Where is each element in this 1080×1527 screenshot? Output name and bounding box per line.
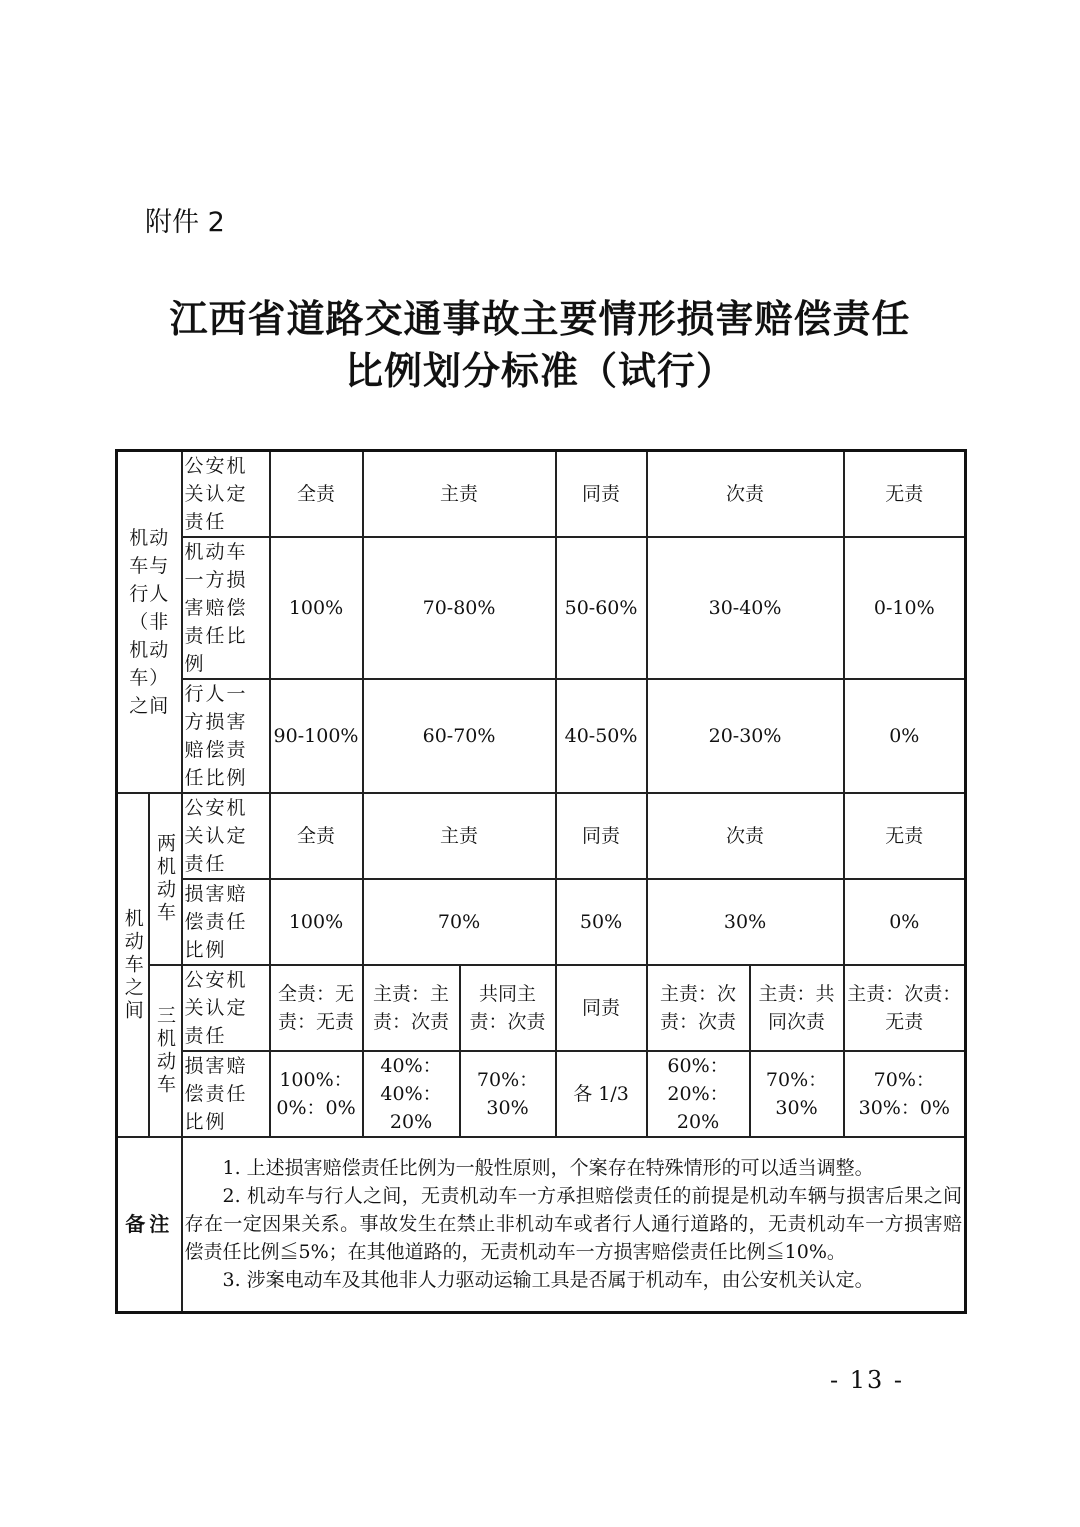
cell-value: 共同主责：次责 bbox=[460, 965, 556, 1051]
cell-value: 70%：30%：0% bbox=[844, 1051, 966, 1137]
cell-value: 90-100% bbox=[270, 679, 363, 793]
row-label-responsibility: 公安机关认定责任 bbox=[182, 965, 270, 1051]
cell-value: 0% bbox=[844, 879, 966, 965]
note-item: 2. 机动车与行人之间，无责机动车一方承担赔偿责任的前提是机动车辆与损害后果之间存在一定因果关系。事故发生在禁止非机动车或者行人通行道路的，无责机动车一方损害赔偿责任比例≦5%；在其他道路的，无责机动车一方损害赔偿责任比例≦10%。 bbox=[184, 1185, 963, 1264]
table-row bbox=[117, 679, 966, 793]
row-label-pedestrian-ratio: 行人一方损害赔偿责任比例 bbox=[182, 679, 270, 793]
cell-value: 70-80% bbox=[363, 537, 556, 679]
cell-value: 各 1/3 bbox=[556, 1051, 647, 1137]
section1-label: 机动车与行人（非机动车）之间 bbox=[117, 451, 182, 794]
attachment-label: 附件 2 bbox=[145, 207, 225, 238]
row-label-responsibility: 公安机关认定责任 bbox=[182, 451, 270, 538]
document-title-line-2: 比例划分标准（试行） bbox=[344, 348, 735, 393]
cell-value: 30-40% bbox=[647, 537, 844, 679]
cell-value: 20-30% bbox=[647, 679, 844, 793]
cell-value: 100%：0%：0% bbox=[270, 1051, 363, 1137]
cell-value: 100% bbox=[270, 537, 363, 679]
cell-secondary-responsibility: 次责 bbox=[647, 793, 844, 879]
cell-full-responsibility: 全责 bbox=[270, 793, 363, 879]
cell-value: 60-70% bbox=[363, 679, 556, 793]
cell-no-responsibility: 无责 bbox=[844, 451, 966, 538]
cell-value: 50-60% bbox=[556, 537, 647, 679]
two-vehicles-label: 两机动车 bbox=[149, 793, 182, 965]
table-row bbox=[117, 793, 966, 879]
cell-value: 70%：30% bbox=[460, 1051, 556, 1137]
row-label-vehicle-ratio: 机动车一方损害赔偿责任比例 bbox=[182, 537, 270, 679]
cell-value: 70%：30% bbox=[750, 1051, 844, 1137]
cell-value: 50% bbox=[556, 879, 647, 965]
cell-value: 100% bbox=[270, 879, 363, 965]
note-item: 3. 涉案电动车及其他非人力驱动运输工具是否属于机动车，由公安机关认定。 bbox=[222, 1269, 874, 1292]
cell-equal-responsibility: 同责 bbox=[556, 793, 647, 879]
cell-value: 0-10% bbox=[844, 537, 966, 679]
notes-row bbox=[117, 1137, 966, 1312]
cell-main-responsibility: 主责 bbox=[363, 451, 556, 538]
cell-value: 60%：20%：20% bbox=[647, 1051, 750, 1137]
cell-value: 70% bbox=[363, 879, 556, 965]
cell-value: 主责：共同次责 bbox=[750, 965, 844, 1051]
notes-label: 备注 bbox=[117, 1137, 182, 1312]
cell-value: 40%：40%：20% bbox=[363, 1051, 460, 1137]
responsibility-ratio-table bbox=[115, 449, 967, 1314]
cell-secondary-responsibility: 次责 bbox=[647, 451, 844, 538]
page-number: - 13 - bbox=[830, 1366, 905, 1394]
table-row bbox=[117, 1051, 966, 1137]
cell-value: 30% bbox=[647, 879, 844, 965]
document-title-line-1: 江西省道路交通事故主要情形损害赔偿责任 bbox=[169, 296, 911, 341]
section2-label: 机动车之间 bbox=[117, 793, 149, 1137]
notes-body bbox=[182, 1137, 966, 1312]
cell-value: 40-50% bbox=[556, 679, 647, 793]
cell-value: 0% bbox=[844, 679, 966, 793]
table-row bbox=[117, 879, 966, 965]
cell-equal-responsibility: 同责 bbox=[556, 451, 647, 538]
table-row bbox=[117, 537, 966, 679]
cell-full-responsibility: 全责 bbox=[270, 451, 363, 538]
row-label-responsibility: 公安机关认定责任 bbox=[182, 793, 270, 879]
note-item: 1. 上述损害赔偿责任比例为一般性原则，个案存在特殊情形的可以适当调整。 bbox=[222, 1157, 874, 1180]
cell-value: 主责：主责：次责 bbox=[363, 965, 460, 1051]
cell-value: 主责：次责：次责 bbox=[647, 965, 750, 1051]
cell-no-responsibility: 无责 bbox=[844, 793, 966, 879]
cell-value: 全责：无责：无责 bbox=[270, 965, 363, 1051]
table-row bbox=[117, 451, 966, 538]
cell-main-responsibility: 主责 bbox=[363, 793, 556, 879]
three-vehicles-label: 三机动车 bbox=[149, 965, 182, 1137]
cell-value: 主责：次责：无责 bbox=[844, 965, 966, 1051]
row-label-ratio: 损害赔偿责任比例 bbox=[182, 879, 270, 965]
row-label-ratio: 损害赔偿责任比例 bbox=[182, 1051, 270, 1137]
table-row bbox=[117, 965, 966, 1051]
cell-value: 同责 bbox=[556, 965, 647, 1051]
